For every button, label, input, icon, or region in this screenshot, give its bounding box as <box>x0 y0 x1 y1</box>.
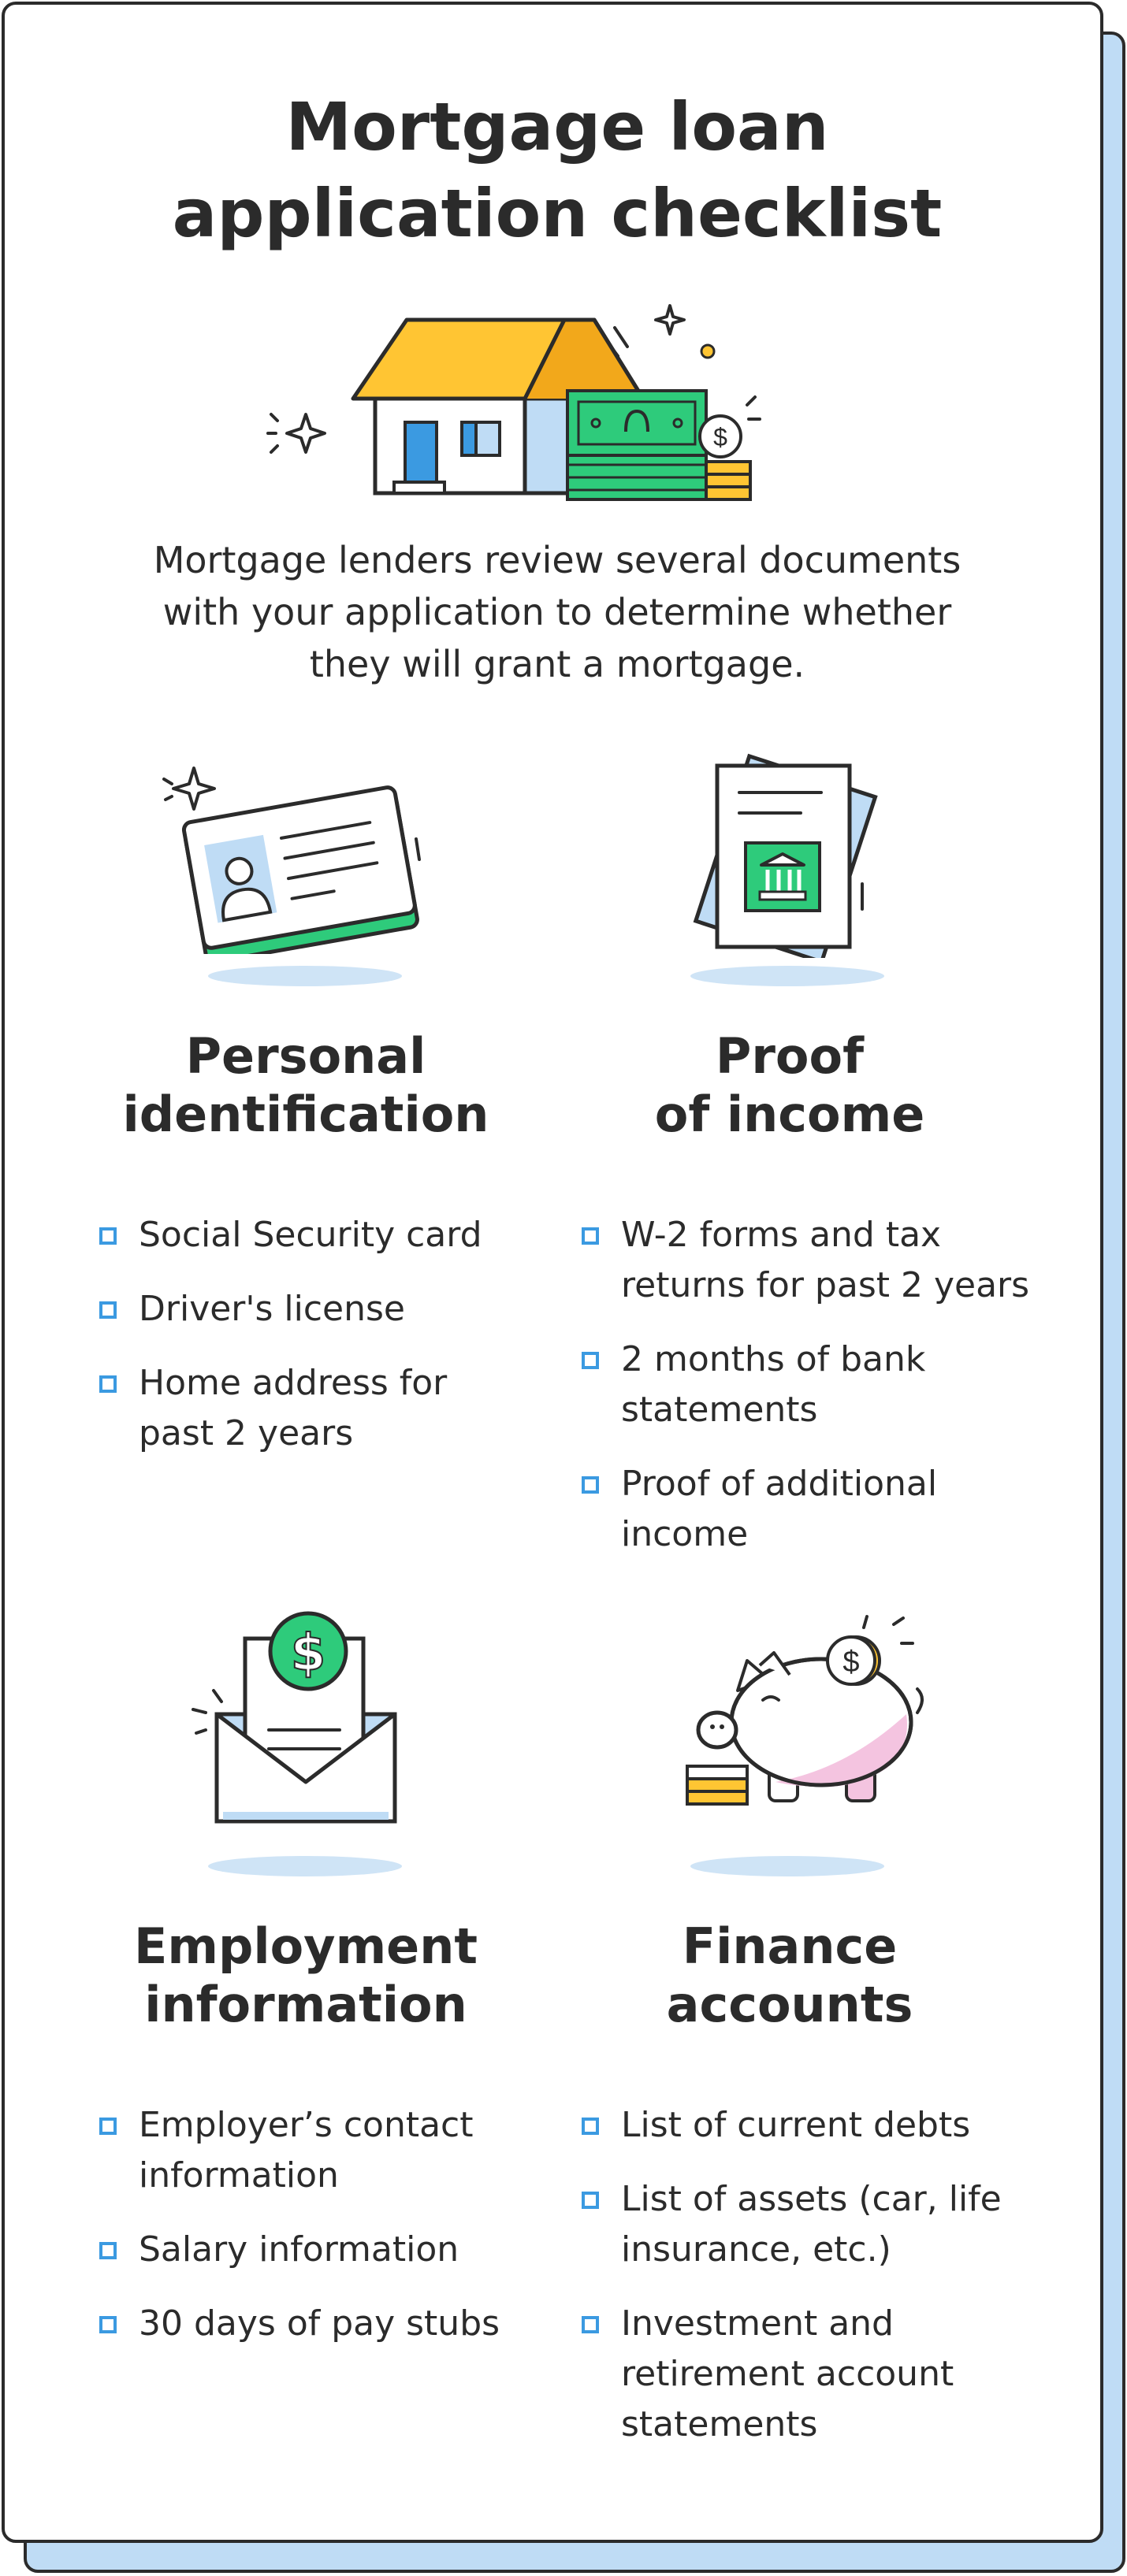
checkbox-icon <box>582 1476 599 1494</box>
list-item: List of current debts <box>582 2100 1054 2151</box>
list-item: Salary information <box>99 2225 525 2275</box>
icon-shadow <box>690 1856 884 1876</box>
section-title-employment-information: Employment information <box>133 1917 478 2033</box>
checkbox-icon <box>582 1227 599 1245</box>
title-line-2: application checklist <box>172 175 943 252</box>
checkbox-icon <box>99 1227 117 1245</box>
icon-shadow <box>208 1856 402 1876</box>
svg-text:$: $ <box>842 1646 860 1679</box>
svg-text:$: $ <box>713 423 727 451</box>
checklist-proof-of-income <box>582 1210 1054 1583</box>
checkbox-icon <box>582 2316 599 2333</box>
icon-shadow <box>690 966 884 986</box>
checkbox-icon <box>99 2316 117 2333</box>
income-document-icon <box>683 745 887 958</box>
list-item: Home address for past 2 years <box>99 1358 525 1459</box>
piggy-bank-icon <box>681 1612 933 1832</box>
checkbox-icon <box>582 2118 599 2135</box>
checklist-card <box>2 2 1103 2543</box>
checkbox-icon <box>99 2118 117 2135</box>
list-item: Proof of additional income <box>582 1459 1054 1560</box>
checkbox-icon <box>99 1375 117 1393</box>
checklist-finance-accounts <box>582 2100 1054 2474</box>
list-item: W-2 forms and tax returns for past 2 years <box>582 1210 1054 1311</box>
section-title-personal-identification: Personal identification <box>122 1027 489 1143</box>
house-money-icon <box>265 296 769 509</box>
checklist-personal-identification <box>99 1210 525 1483</box>
icon-shadow <box>208 966 402 986</box>
envelope-dollar-icon <box>182 1604 411 1832</box>
title-line-1: Mortgage loan <box>285 88 829 165</box>
id-card-icon <box>162 757 430 954</box>
list-item: 30 days of pay stubs <box>99 2299 525 2349</box>
checkbox-icon <box>582 1352 599 1369</box>
list-item: Driver's license <box>99 1284 525 1334</box>
checkbox-icon <box>99 2242 117 2259</box>
section-title-finance-accounts: Finance accounts <box>666 1917 913 2033</box>
list-item: Investment and retirement account statements <box>582 2299 1054 2450</box>
list-item: List of assets (car, life insurance, etc.) <box>582 2174 1054 2275</box>
list-item: Employer’s contact information <box>99 2100 525 2201</box>
list-item: Social Security card <box>99 1210 525 1260</box>
svg-text:$: $ <box>290 1624 326 1683</box>
page-title <box>5 84 1110 257</box>
checkbox-icon <box>99 1301 117 1319</box>
intro-text: Mortgage lenders review several documents with your application to determine whether they will grant a mortgage. <box>153 539 961 685</box>
list-item: 2 months of bank statements <box>582 1334 1054 1435</box>
section-title-proof-of-income: Proof of income <box>654 1027 925 1143</box>
checkbox-icon <box>582 2192 599 2209</box>
checklist-employment-information <box>99 2100 525 2373</box>
